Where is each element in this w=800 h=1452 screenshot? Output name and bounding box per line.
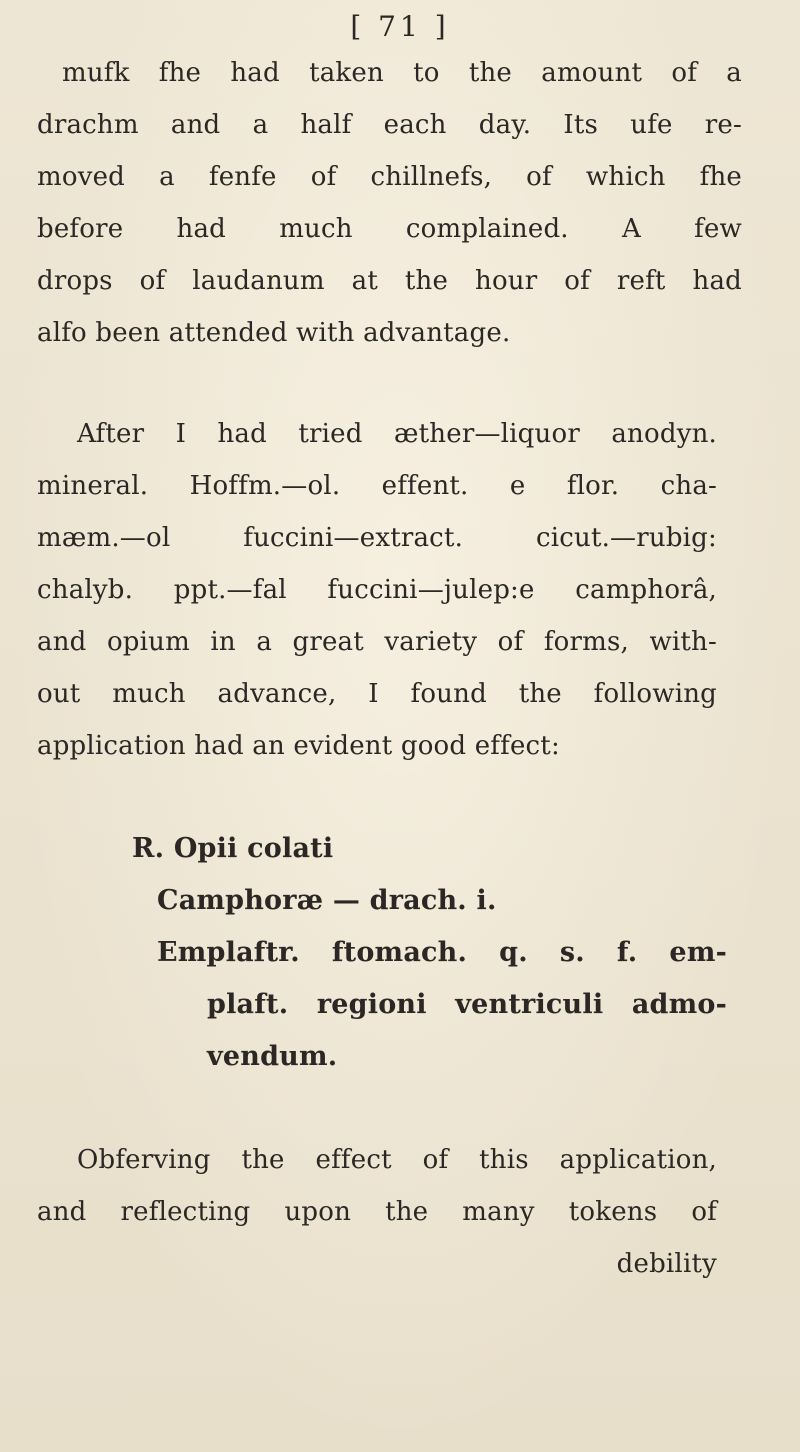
prescription-line: vendum. xyxy=(207,1041,338,1072)
text-line: After I had tried æther—liquor anodyn. xyxy=(77,419,717,449)
text-line: chalyb. ppt.—fal fuccini—julep:e camphorâ, xyxy=(37,575,717,605)
text-line: before had much complained. A few xyxy=(37,214,742,244)
text-line: mineral. Hoffm.—ol. effent. e flor. cha- xyxy=(37,471,717,501)
text-line: drachm and a half each day. Its ufe re- xyxy=(37,110,742,140)
text-line: and opium in a great variety of forms, with- xyxy=(37,627,717,657)
page-number: [ 71 ] xyxy=(350,10,450,43)
text-line: out much advance, I found the following xyxy=(37,679,717,709)
text-line: alfo been attended with advantage. xyxy=(37,318,511,348)
text-line: drops of laudanum at the hour of reft had xyxy=(37,266,742,296)
text-line: application had an evident good effect: xyxy=(37,731,560,761)
text-line: mufk fhe had taken to the amount of a xyxy=(62,58,742,88)
prescription-line: R. Opii colati xyxy=(132,833,334,864)
text-line: Obferving the effect of this application, xyxy=(77,1145,717,1175)
catchword: debility xyxy=(616,1249,717,1279)
text-line: moved a fenfe of chillnefs, of which fhe xyxy=(37,162,742,192)
prescription-line: Emplaftr. ftomach. q. s. f. em- xyxy=(157,937,727,968)
prescription-line: Camphoræ — drach. i. xyxy=(157,885,497,916)
prescription-line: plaft. regioni ventriculi admo- xyxy=(207,989,727,1020)
text-line: mæm.—ol fuccini—extract. cicut.—rubig: xyxy=(37,523,717,553)
text-line: and reflecting upon the many tokens of xyxy=(37,1197,717,1227)
